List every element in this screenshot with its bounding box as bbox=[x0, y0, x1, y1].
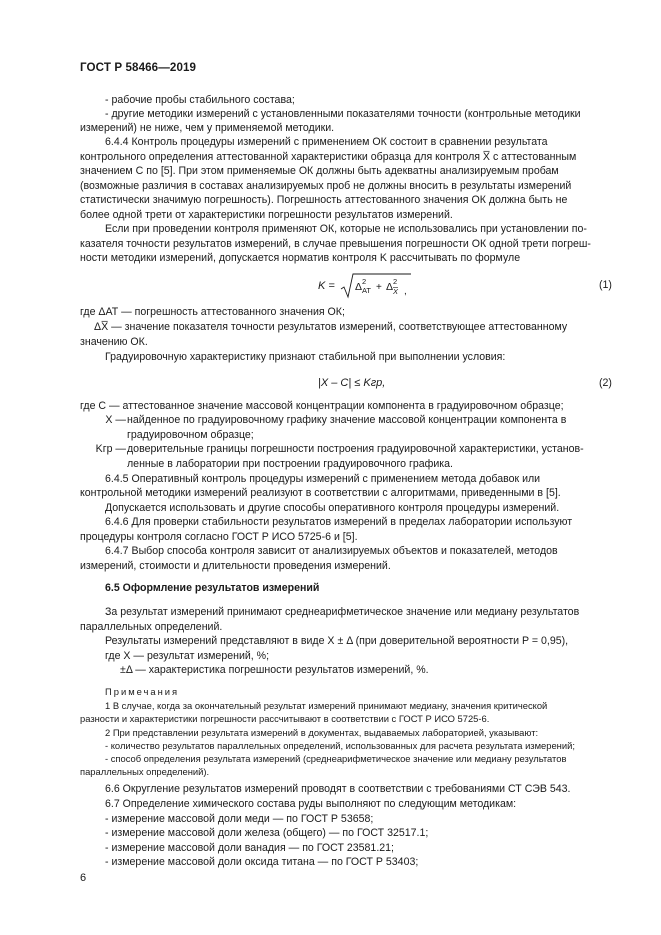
list-item: - измерение массовой доли железа (общего) — по ГОСТ 32517.1; bbox=[105, 827, 429, 839]
list-item: - другие методики измерений с установленными показателями точности (контрольные методики bbox=[105, 108, 581, 120]
page-number: 6 bbox=[80, 872, 87, 884]
text-line: параллельных определений. bbox=[80, 621, 223, 633]
text-line: ленные в лаборатории при построении градуировочного графика. bbox=[127, 458, 453, 470]
formula-1 bbox=[318, 272, 412, 300]
text-line: измерений) не ниже, чем у применяемой методики. bbox=[80, 122, 335, 134]
note-line: - способ определения результата измерений (среднеарифметическое значение или медиану результатов bbox=[105, 753, 567, 764]
svg-text:Δ: Δ bbox=[385, 281, 393, 293]
definition-line: где С — аттестованное значение массовой концентрации компонента в градуировочном образце; bbox=[80, 400, 564, 412]
text-line: казателя точности результатов измерений, в случае превышения погрешности ОК одной трети погреш- bbox=[80, 238, 591, 250]
definition-line: ±Δ — характеристика погрешности результатов измерений, %. bbox=[120, 664, 429, 676]
paragraph-6-6: 6.6 Округление результатов измерений проводят в соответствии с требованиями СТ СЭВ 543. bbox=[105, 783, 571, 795]
note-line: - количество результатов параллельных определений, использованных для расчета результата измерений; bbox=[105, 740, 575, 751]
definition-x bbox=[80, 413, 612, 428]
definition-line: ΔX̅ — значение показателя точности результатов измерений, соответствующее аттестованному bbox=[94, 321, 568, 333]
formula-lhs: K = bbox=[318, 279, 335, 292]
svg-text:АТ: АТ bbox=[361, 286, 371, 295]
svg-text:2: 2 bbox=[392, 277, 398, 286]
svg-text:2: 2 bbox=[361, 277, 367, 286]
sqrt-expression-icon bbox=[340, 272, 412, 300]
paragraph-6-4-5: 6.4.5 Оперативный контроль процедуры измерений с применением метода добавок или bbox=[105, 473, 541, 485]
text-line: градуировочном образце; bbox=[127, 429, 254, 441]
list-item: - рабочие пробы стабильного состава; bbox=[105, 94, 295, 106]
definition-line: где ΔАТ — погрешность аттестованного значения ОК; bbox=[80, 306, 345, 318]
text-line: контрольной методики измерений реализуют в соответствии с алгоритмами, приведенными в [5]. bbox=[80, 487, 561, 499]
paragraph-6-5: За результат измерений принимают среднеарифметическое значение или медиану результатов bbox=[105, 606, 580, 618]
text-line: измерений, стоимости и длительности проведения измерений. bbox=[80, 560, 391, 572]
text-line: значением С по [5]. При этом применяемые ОК должны быть адекватны анализируемым пробам bbox=[80, 165, 559, 177]
paragraph-6-7: 6.7 Определение химического состава руды выполняют по следующим методикам: bbox=[105, 798, 517, 810]
svg-text:X: X bbox=[392, 287, 398, 296]
section-heading: 6.5 Оформление результатов измерений bbox=[105, 582, 320, 594]
text-line: контрольного определения аттестованной характеристики образца для контроля X̅ с аттестованным bbox=[80, 151, 577, 163]
list-item: - измерение массовой доли оксида титана — по ГОСТ Р 53403; bbox=[105, 856, 419, 868]
paragraph-ok: Если при проведении контроля применяют ОК, которые не использовались при установлении по- bbox=[105, 223, 587, 235]
list-item: - измерение массовой доли ванадия — по ГОСТ 23581.21; bbox=[105, 842, 394, 854]
equation-number: (1) bbox=[599, 279, 612, 291]
text-line: статистически значимую погрешность). Погрешность аттестованного значения ОК должна быть не bbox=[80, 194, 568, 206]
note-line: параллельных определений). bbox=[80, 766, 210, 777]
paragraph-6-4-7: 6.4.7 Выбор способа контроля зависит от анализируемых объектов и показателей, методов bbox=[105, 545, 558, 557]
formula-2: |X – C| ≤ Kгр, bbox=[318, 377, 386, 389]
svg-text:+: + bbox=[375, 282, 382, 293]
paragraph-grad: Градуировочную характеристику признают стабильной при выполнении условия: bbox=[105, 351, 506, 363]
text-line: процедуры контроля согласно ГОСТ Р ИСО 5725-6 и [5]. bbox=[80, 531, 358, 543]
text-line: (возможные различия в составах анализируемых проб не должны вносить в результаты измерений bbox=[80, 180, 572, 192]
definition-k bbox=[80, 442, 612, 457]
paragraph-6-4-6: 6.4.6 Для проверки стабильности результатов измерений в пределах лаборатории используют bbox=[105, 516, 573, 528]
paragraph-6-4-4: 6.4.4 Контроль процедуры измерений с применением ОК состоит в сравнении результата bbox=[105, 136, 548, 148]
definition-symbol: Kгр — bbox=[95, 443, 126, 455]
note-line: разности и характеристики погрешности рассчитывают в соответствии с ГОСТ Р ИСО 5725-6. bbox=[80, 713, 490, 724]
svg-text:Δ: Δ bbox=[354, 281, 362, 293]
text-line: значению ОК. bbox=[80, 336, 148, 348]
definition-text: доверительные границы погрешности построения градуировочной характеристики, установ- bbox=[127, 443, 584, 455]
note-line: 1 В случае, когда за окончательный результат измерений принимают медиану, значения критической bbox=[105, 700, 548, 711]
svg-text:,: , bbox=[403, 286, 407, 297]
text-line: Результаты измерений представляют в виде X ± Δ (при доверительной вероятности P = 0,95), bbox=[105, 635, 569, 647]
notes-title: Примечания bbox=[105, 686, 180, 697]
definition-line: где X — результат измерений, %; bbox=[105, 650, 270, 662]
note-line: 2 При представлении результата измерений в документах, выдаваемых лабораторией, указывают: bbox=[105, 727, 539, 738]
equation-number: (2) bbox=[599, 377, 612, 389]
standard-header: ГОСТ Р 58466—2019 bbox=[80, 61, 197, 74]
text-line: ности методики измерений, допускается норматив контроля K рассчитывать по формуле bbox=[80, 252, 521, 264]
definition-symbol: X — bbox=[105, 414, 126, 426]
list-item: - измерение массовой доли меди — по ГОСТ Р 53658; bbox=[105, 813, 374, 825]
definition-text: найденное по градуировочному графику значение массовой концентрации компонента в bbox=[127, 414, 567, 426]
text-line: более одной трети от характеристики погрешности результатов измерений. bbox=[80, 209, 453, 221]
text-line: Допускается использовать и другие способы оперативного контроля процедуры измерений. bbox=[105, 502, 560, 514]
